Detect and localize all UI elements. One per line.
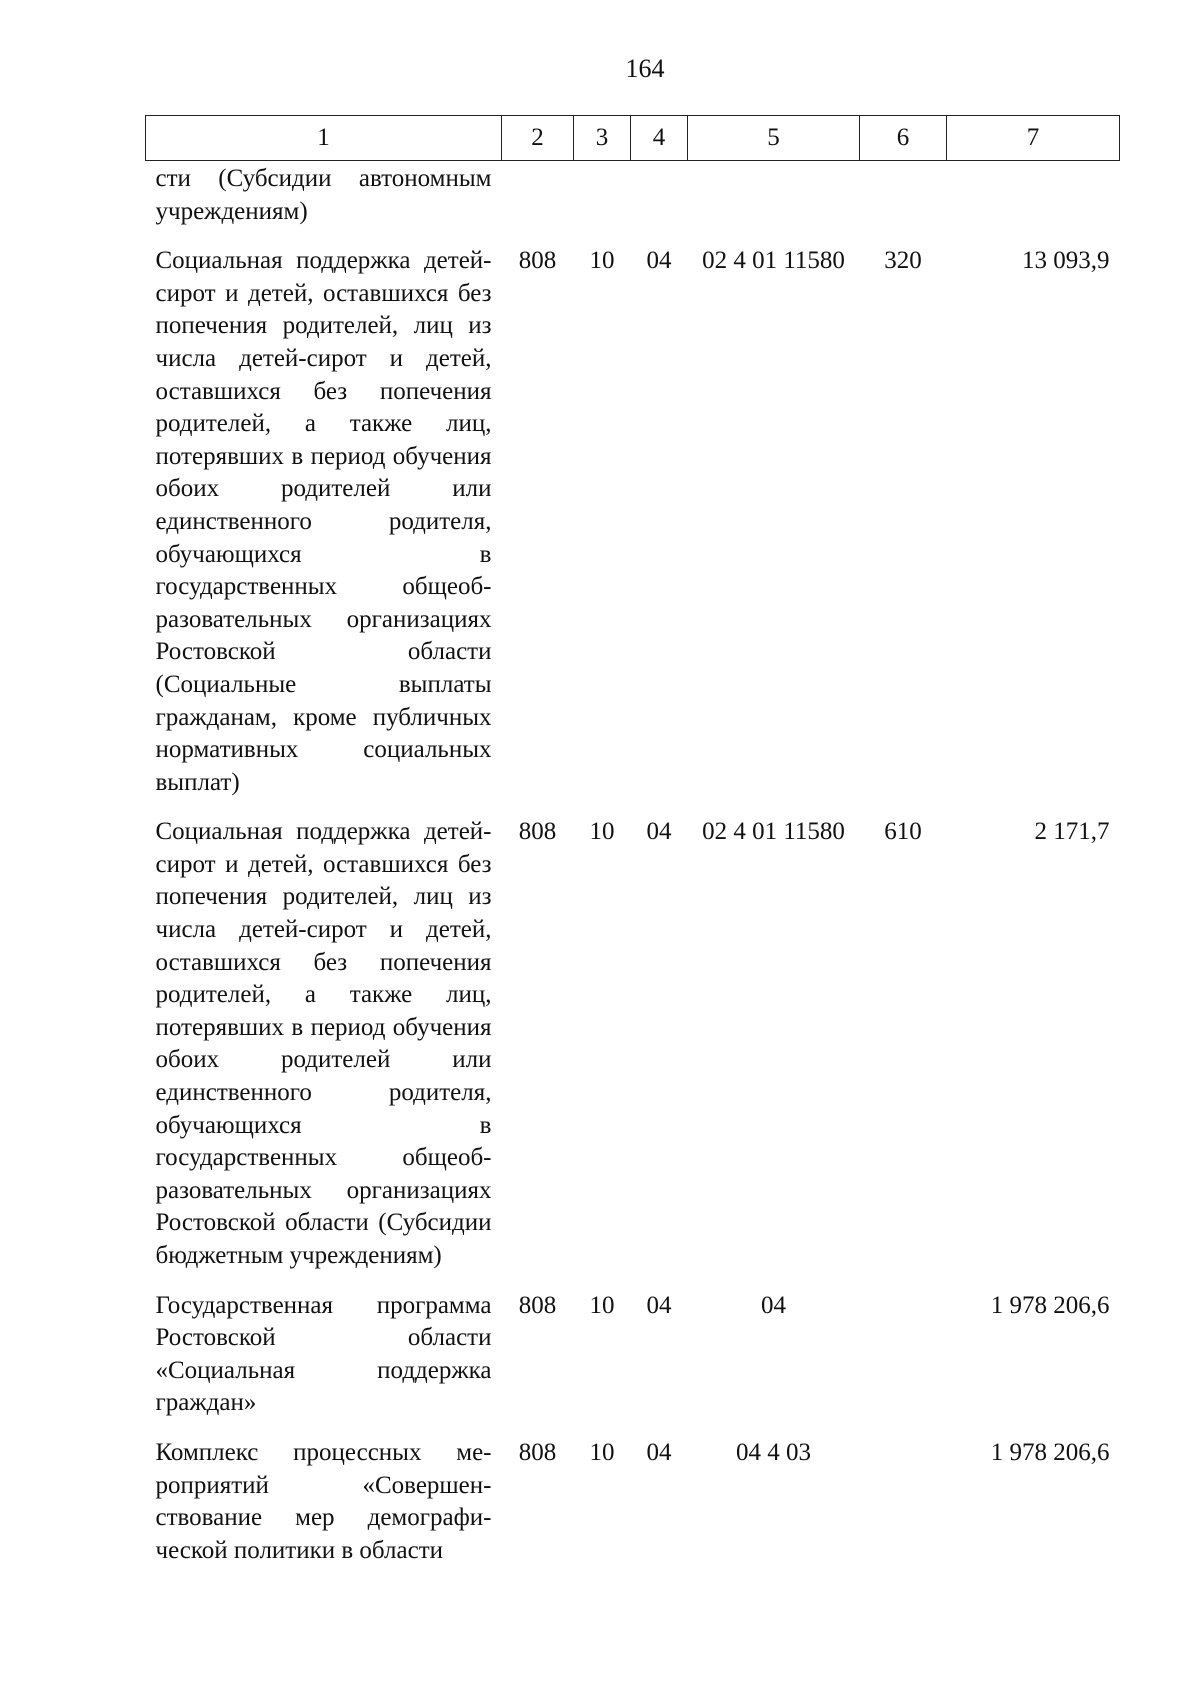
page-number: 164 [625, 54, 665, 83]
row-section-code: 10 [589, 247, 615, 275]
row-amount: 2 171,7 [1034, 818, 1110, 846]
table-row [146, 816, 1120, 1289]
row-description: сти (Субсидии автономным учреждениям) [155, 165, 492, 225]
header-col-7: 7 [947, 116, 1120, 161]
header-col-2: 2 [502, 116, 574, 161]
row-description: Комплекс процессных мероприятий «Совершенствование мер демографической политики в области [155, 1438, 492, 1564]
row-target-article: 04 4 03 [736, 1438, 811, 1466]
row-expense-type: 610 [884, 818, 922, 846]
row-ministry-code: 808 [518, 818, 557, 846]
row-amount [947, 161, 1120, 246]
row-description: Социальная поддержка детей-сирот и детей, оставшихся без попечения родителей, лиц из числа детей-сирот и детей, оставшихся без попечения родителей, а также лиц, потерявших в период обучения обоих родителей или единственного родителя, обучающихся в государственных общеобразовательных организациях Ростовской области (Субсидии бюджетным учреждениям) [155, 818, 492, 1269]
row-subsection-code: 04 [646, 247, 672, 275]
row-description: Государственная программа Ростовской области «Социальная поддержка граждан» [155, 1291, 492, 1417]
header-row [146, 116, 1120, 161]
row-target-article: 04 [761, 1291, 786, 1319]
table-row [146, 161, 1120, 246]
table-header [146, 116, 1120, 161]
row-target-article: 02 4 01 11580 [702, 247, 845, 275]
row-section-code: 10 [589, 818, 615, 846]
row-subsection-code: 04 [646, 1438, 672, 1466]
row-subsection-code: 04 [646, 1291, 672, 1319]
header-col-5: 5 [688, 116, 860, 161]
header-col-1: 1 [146, 116, 502, 161]
header-col-3: 3 [574, 116, 631, 161]
row-subsection-code [631, 161, 688, 246]
row-target-article [688, 161, 860, 246]
row-section-code: 10 [589, 1438, 615, 1466]
row-ministry-code: 808 [518, 1291, 557, 1319]
row-section-code: 10 [589, 1291, 615, 1319]
row-target-article: 02 4 01 11580 [702, 818, 845, 846]
table-body [146, 161, 1120, 1568]
table-row [146, 1437, 1120, 1567]
header-col-4: 4 [631, 116, 688, 161]
row-ministry-code: 808 [518, 1438, 557, 1466]
row-description: Социальная поддержка детей-сирот и детей, оставшихся без попечения родителей, лиц из числа детей-сирот и детей, оставшихся без попечения родителей, а также лиц, потерявших в период обучения обоих родителей или единственного родителя, обучающихся в государственных общеобразовательных организациях Ростовской области (Социальные выплаты гражданам, кроме публичных нормативных социальных выплат) [155, 247, 492, 796]
row-amount: 1 978 206,6 [990, 1291, 1110, 1319]
row-expense-type [860, 1437, 947, 1567]
header-col-6: 6 [860, 116, 947, 161]
row-amount: 13 093,9 [1022, 247, 1110, 275]
row-expense-type [860, 1290, 947, 1437]
row-ministry-code: 808 [518, 247, 557, 275]
row-amount: 1 978 206,6 [990, 1438, 1110, 1466]
table-row [146, 245, 1120, 816]
row-expense-type [860, 161, 947, 246]
table-row [146, 1290, 1120, 1437]
budget-table [145, 115, 1120, 1567]
row-section-code [574, 161, 631, 246]
row-ministry-code [502, 161, 574, 246]
row-expense-type: 320 [884, 247, 922, 275]
row-subsection-code: 04 [646, 818, 672, 846]
